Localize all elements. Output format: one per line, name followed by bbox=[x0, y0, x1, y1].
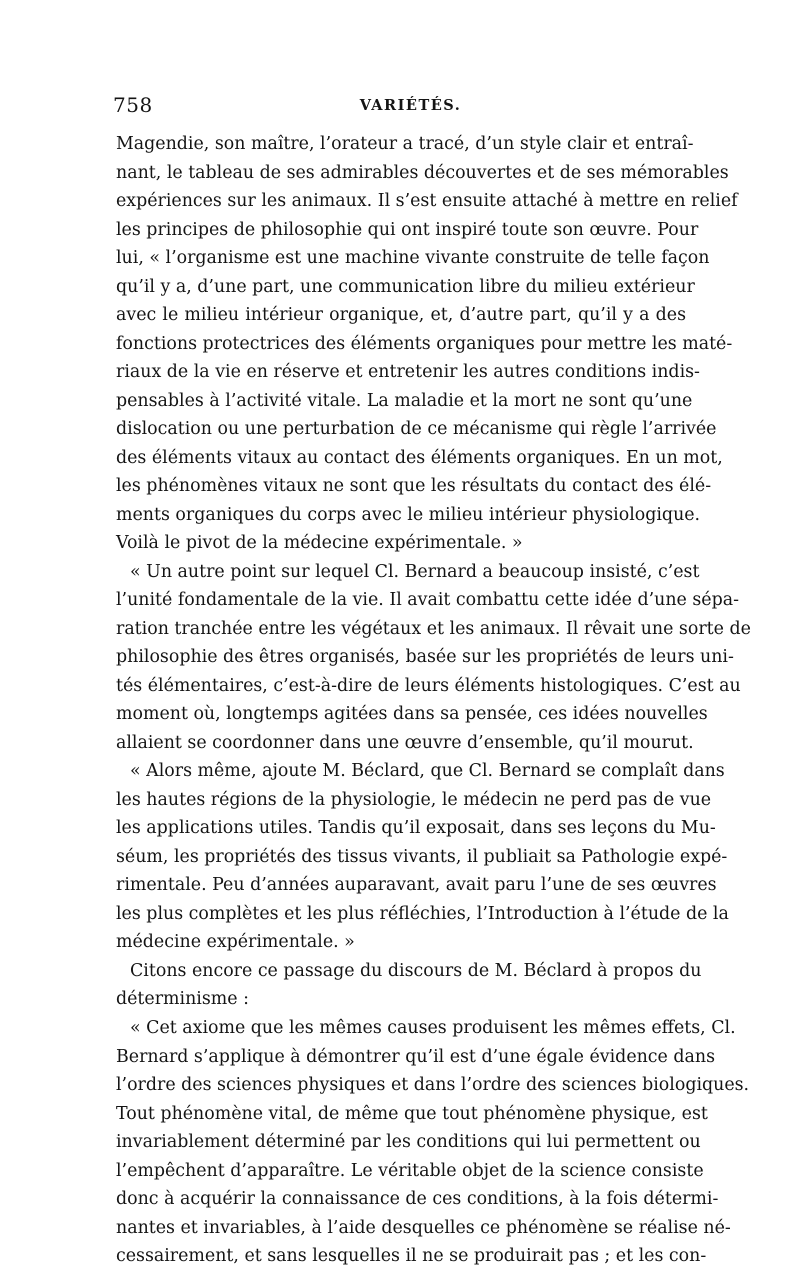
text-line: riaux de la vie en réserve et entretenir les autres conditions indis- bbox=[116, 362, 700, 383]
text-line: des éléments vitaux au contact des éléments organiques. En un mot, bbox=[116, 447, 723, 468]
text-line: « Cet axiome que les mêmes causes produisent les mêmes effets, Cl. bbox=[130, 1017, 736, 1038]
text-line: cessairement, et sans lesquelles il ne se produirait pas ; et les con- bbox=[116, 1246, 707, 1267]
text-line: lui, « l’organisme est une machine vivante construite de telle façon bbox=[116, 248, 710, 269]
text-line: l’ordre des sciences physiques et dans l’ordre des sciences biologiques. bbox=[116, 1075, 750, 1096]
text-line: qu’il y a, d’une part, une communication libre du milieu extérieur bbox=[116, 276, 695, 297]
text-line: Bernard s’applique à démontrer qu’il est d’une égale évidence dans bbox=[116, 1046, 715, 1067]
text-line: Tout phénomène vital, de même que tout phénomène physique, est bbox=[116, 1103, 708, 1124]
text-line: expériences sur les animaux. Il s’est ensuite attaché à mettre en relief bbox=[116, 191, 738, 212]
text-line: ration tranchée entre les végétaux et les animaux. Il rêvait une sorte de bbox=[116, 618, 751, 639]
text-line: tés élémentaires, c’est-à-dire de leurs éléments histologiques. C’est au bbox=[116, 675, 741, 696]
text-line: « Alors même, ajoute M. Béclard, que Cl. Bernard se complaît dans bbox=[130, 761, 725, 782]
text-line: séum, les propriétés des tissus vivants, il publiait sa Pathologie expé- bbox=[116, 846, 728, 867]
text-line: Magendie, son maître, l’orateur a tracé, d’un style clair et entraî- bbox=[116, 134, 694, 154]
text-line: les plus complètes et les plus réfléchies, l’Introduction à l’étude de la bbox=[116, 903, 729, 924]
text-line: Voilà le pivot de la médecine expérimentale. » bbox=[116, 533, 523, 554]
text-line: fonctions protectrices des éléments organiques pour mettre les maté- bbox=[116, 333, 733, 354]
text-line: nantes et invariables, à l’aide desquelles ce phénomène se réalise né- bbox=[116, 1217, 731, 1238]
text-line: invariablement déterminé par les conditions qui lui permettent ou bbox=[116, 1132, 701, 1153]
text-line: nant, le tableau de ses admirables découvertes et de ses mémorables bbox=[116, 162, 729, 183]
text-line: médecine expérimentale. » bbox=[116, 932, 355, 953]
text-line: les hautes régions de la physiologie, le médecin ne perd pas de vue bbox=[116, 789, 712, 810]
text-line: dislocation ou une perturbation de ce mécanisme qui règle l’arrivée bbox=[116, 419, 717, 440]
running-header bbox=[113, 93, 688, 123]
body-text bbox=[116, 130, 751, 1271]
text-line: les applications utiles. Tandis qu’il exposait, dans ses leçons du Mu- bbox=[116, 818, 716, 839]
text-line: pensables à l’activité vitale. La maladie et la mort ne sont qu’une bbox=[116, 390, 693, 411]
text-line: les principes de philosophie qui ont inspiré toute son œuvre. Pour bbox=[116, 219, 699, 240]
text-line: philosophie des êtres organisés, basée sur les propriétés de leurs uni- bbox=[116, 647, 734, 668]
text-line: déterminisme : bbox=[116, 989, 249, 1010]
text-line: avec le milieu intérieur organique, et, d’autre part, qu’il y a des bbox=[116, 305, 686, 326]
text-line: donc à acquérir la connaissance de ces conditions, à la fois détermi- bbox=[116, 1189, 719, 1210]
text-line: rimentale. Peu d’années auparavant, avait paru l’une de ses œuvres bbox=[116, 875, 717, 896]
text-line: l’unité fondamentale de la vie. Il avait combattu cette idée d’une sépa- bbox=[116, 590, 739, 611]
text-line: les phénomènes vitaux ne sont que les résultats du contact des élé- bbox=[116, 476, 712, 497]
text-line: l’empêchent d’apparaître. Le véritable objet de la science consiste bbox=[116, 1160, 704, 1181]
text-line: « Un autre point sur lequel Cl. Bernard a beaucoup insisté, c’est bbox=[130, 561, 700, 582]
text-line: Citons encore ce passage du discours de M. Béclard à propos du bbox=[130, 960, 702, 981]
text-line: ments organiques du corps avec le milieu intérieur physiologique. bbox=[116, 504, 701, 525]
page-number: 758 bbox=[113, 93, 153, 117]
text-line: allaient se coordonner dans une œuvre d’ensemble, qu’il mourut. bbox=[116, 732, 694, 753]
running-title: VARIÉTÉS. bbox=[359, 97, 462, 114]
text-line: moment où, longtemps agitées dans sa pensée, ces idées nouvelles bbox=[116, 704, 708, 725]
